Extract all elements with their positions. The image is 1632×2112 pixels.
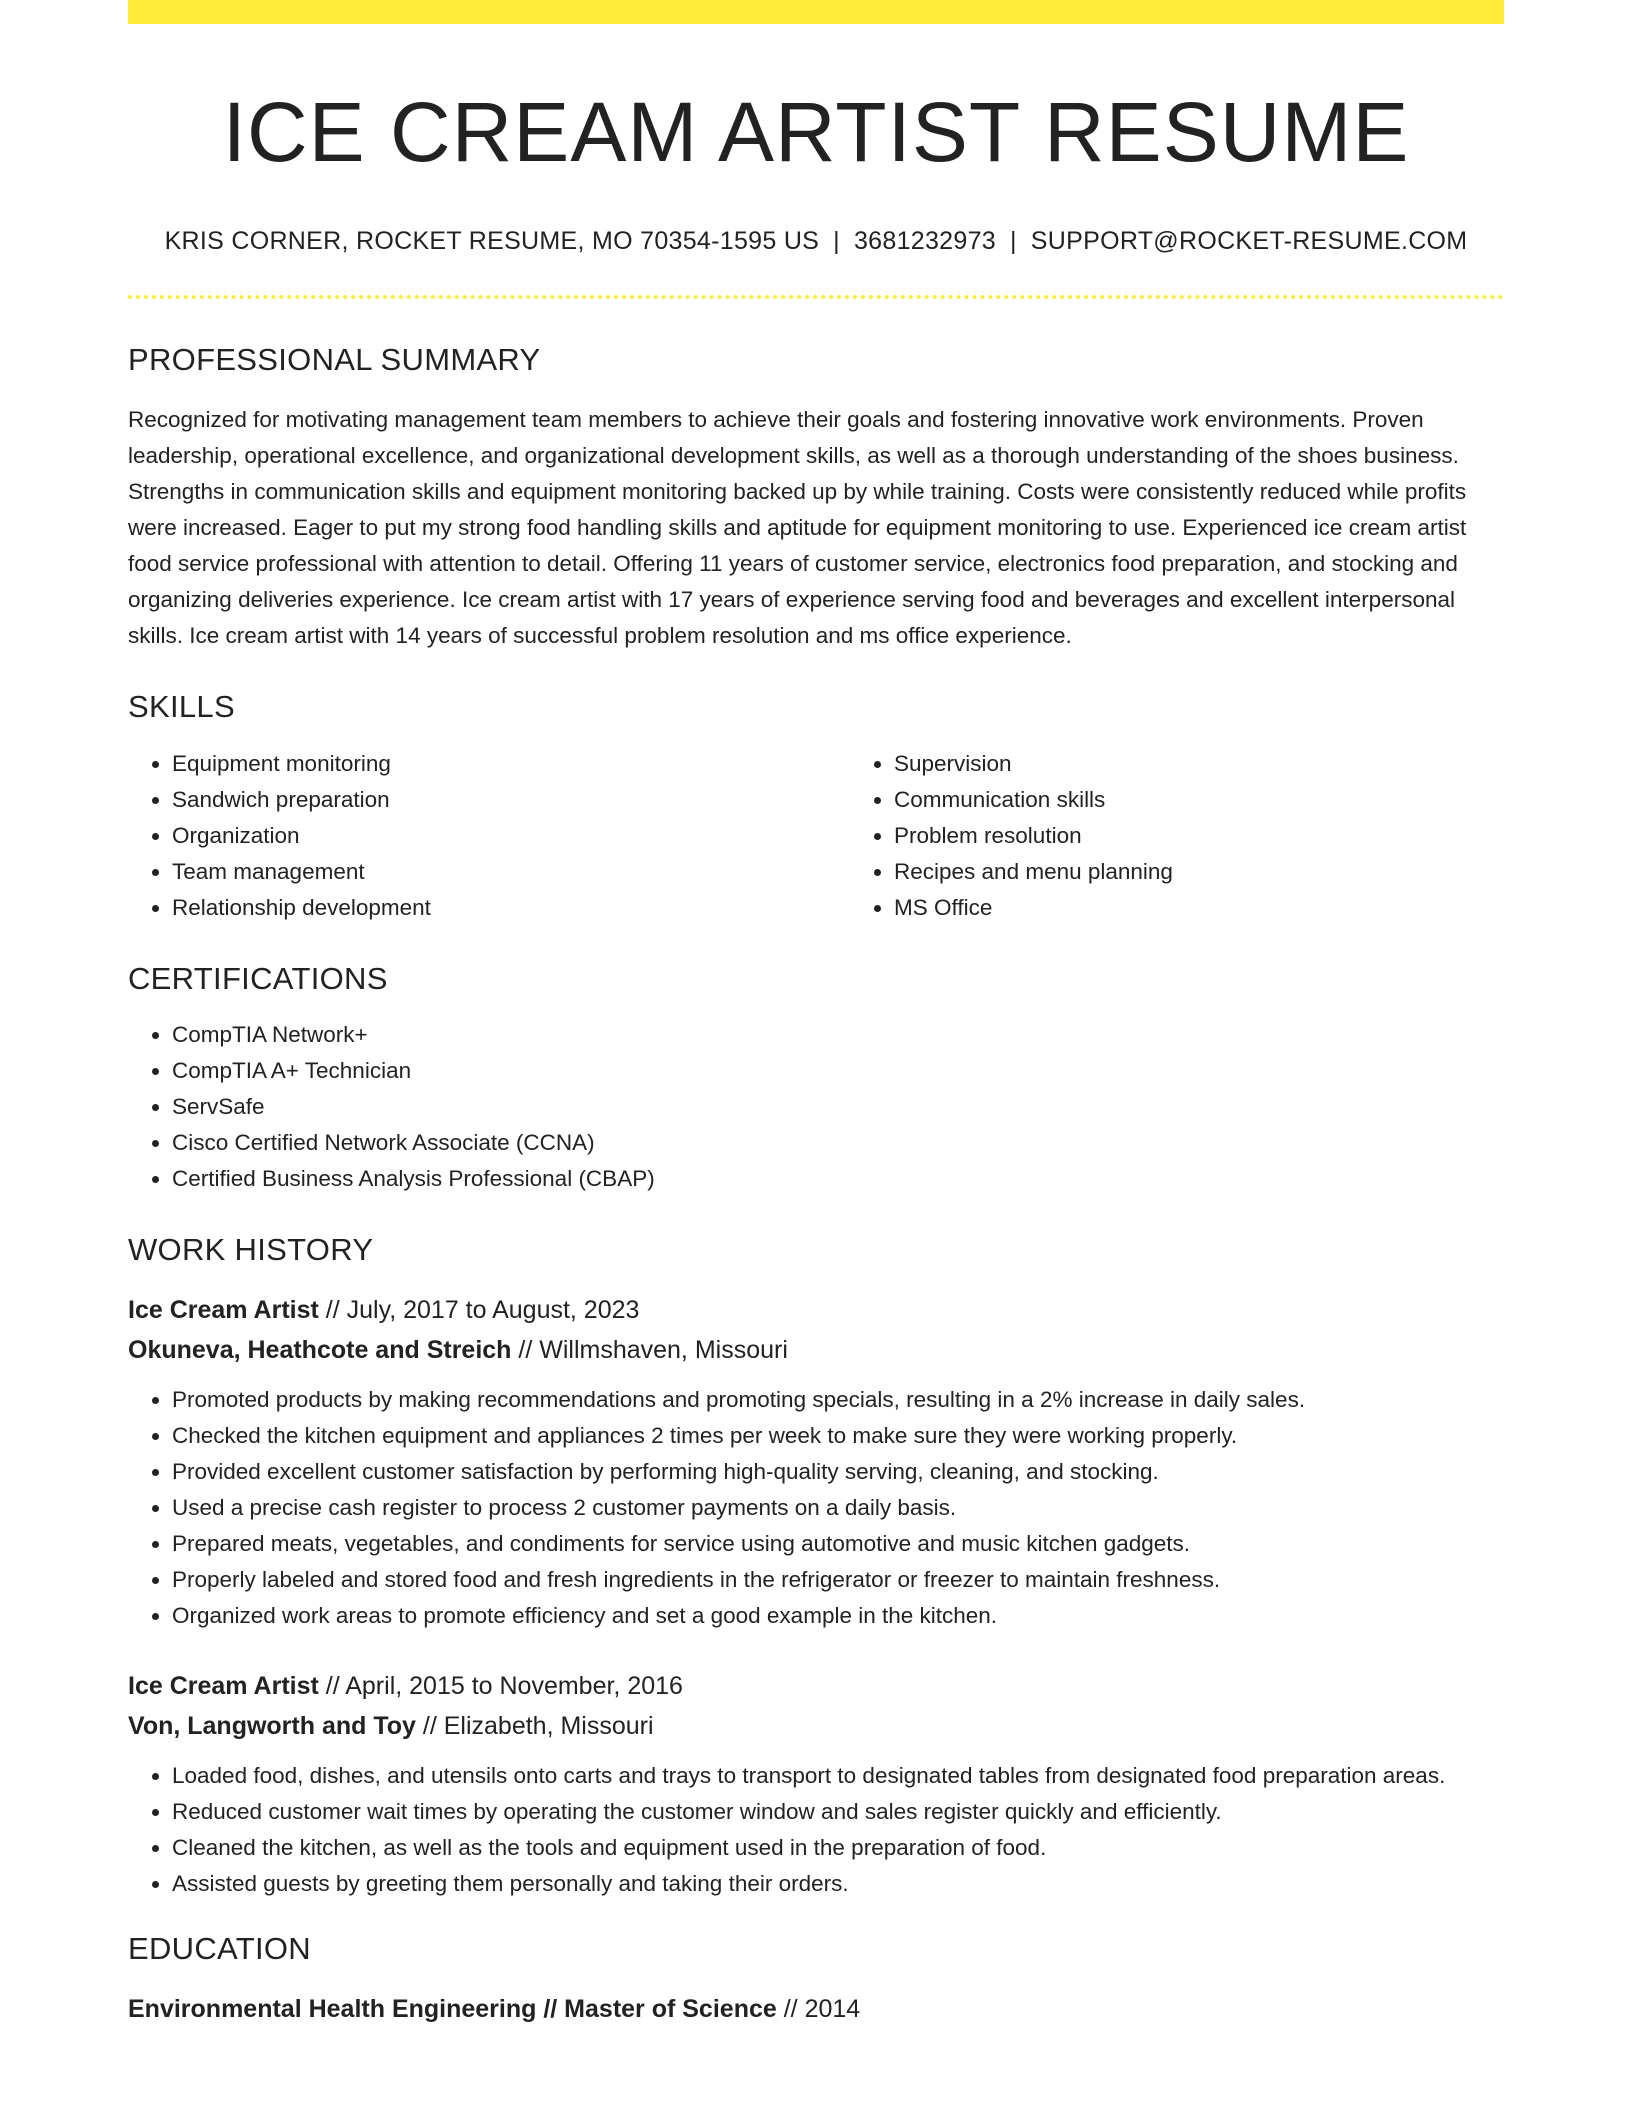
- job-company: Okuneva, Heathcote and Streich: [128, 1336, 512, 1365]
- certification-item: • ServSafe: [172, 1089, 1504, 1125]
- job-bullet: • Prepared meats, vegetables, and condiments for service using automotive and music kitchen gadgets.: [172, 1526, 1504, 1562]
- contact-separator: |: [1010, 226, 1017, 255]
- job-bullets: [128, 1758, 1504, 1902]
- education-degree: Environmental Health Engineering // Master of Science: [128, 1995, 777, 2024]
- contact-separator: |: [833, 226, 840, 255]
- job-bullet: • Checked the kitchen equipment and appliances 2 times per week to make sure they were working properly.: [172, 1418, 1504, 1454]
- job-bullet: • Cleaned the kitchen, as well as the tools and equipment used in the preparation of food.: [172, 1830, 1504, 1866]
- skill-item: • MS Office: [894, 890, 1572, 926]
- certification-item: • Certified Business Analysis Professional (CBAP): [172, 1161, 1504, 1197]
- skill-item: • Organization: [172, 818, 850, 854]
- education-heading: EDUCATION: [128, 1931, 311, 1967]
- job-company-line: [128, 1330, 1504, 1370]
- job-entry: [128, 1290, 1504, 1634]
- job-bullet: • Promoted products by making recommendations and promoting specials, resulting in a 2% increase in daily sales.: [172, 1382, 1504, 1418]
- skills-grid: [128, 726, 1504, 926]
- job-company: Von, Langworth and Toy: [128, 1712, 416, 1741]
- certifications-list: [128, 1017, 1504, 1197]
- certification-item: • Cisco Certified Network Associate (CCNA): [172, 1125, 1504, 1161]
- contact-phone: 3681232973: [853, 226, 996, 255]
- certification-item: • CompTIA Network+: [172, 1017, 1504, 1053]
- skills-list-right: [850, 746, 1572, 926]
- skill-item: • Problem resolution: [894, 818, 1572, 854]
- job-bullet: • Reduced customer wait times by operating the customer window and sales register quickly and efficiently.: [172, 1794, 1504, 1830]
- job-entry: [128, 1666, 1504, 1902]
- skill-item: • Communication skills: [894, 782, 1572, 818]
- job-location: // Elizabeth, Missouri: [415, 1712, 654, 1741]
- accent-top-bar: [128, 0, 1504, 24]
- job-title-line: [128, 1290, 1504, 1330]
- job-bullet: • Assisted guests by greeting them personally and taking their orders.: [172, 1866, 1504, 1902]
- contact-address: KRIS CORNER, ROCKET RESUME, MO 70354-1595 US: [164, 226, 820, 255]
- job-bullets: [128, 1382, 1504, 1634]
- job-title: Ice Cream Artist: [128, 1296, 319, 1325]
- skill-item: • Recipes and menu planning: [894, 854, 1572, 890]
- job-location: // Willmshaven, Missouri: [511, 1336, 788, 1365]
- work-history-heading: WORK HISTORY: [128, 1231, 374, 1267]
- job-bullet: • Provided excellent customer satisfaction by performing high-quality serving, cleaning, and stocking.: [172, 1454, 1504, 1490]
- contact-email: SUPPORT@ROCKET-RESUME.COM: [1030, 226, 1468, 255]
- job-company-line: [128, 1706, 1504, 1746]
- skill-item: • Relationship development: [172, 890, 850, 926]
- dotted-divider: [128, 295, 1504, 299]
- job-dates: // July, 2017 to August, 2023: [318, 1296, 640, 1325]
- job-dates: // April, 2015 to November, 2016: [318, 1672, 683, 1701]
- resume-page: [128, 0, 1504, 2029]
- certifications-heading: CERTIFICATIONS: [128, 960, 388, 996]
- certification-item: • CompTIA A+ Technician: [172, 1053, 1504, 1089]
- skill-item: • Supervision: [894, 746, 1572, 782]
- skills-list-left: [128, 746, 850, 926]
- skill-item: • Sandwich preparation: [172, 782, 850, 818]
- summary-heading: PROFESSIONAL SUMMARY: [128, 342, 541, 378]
- education-year: // 2014: [776, 1995, 861, 2024]
- resume-title: ICE CREAM ARTIST RESUME: [222, 85, 1410, 179]
- skill-item: • Team management: [172, 854, 850, 890]
- job-title: Ice Cream Artist: [128, 1672, 319, 1701]
- job-title-line: [128, 1666, 1504, 1706]
- job-bullet: • Loaded food, dishes, and utensils onto carts and trays to transport to designated tables from designated food preparation areas.: [172, 1758, 1504, 1794]
- skills-heading: SKILLS: [128, 689, 235, 725]
- job-bullet: • Organized work areas to promote efficiency and set a good example in the kitchen.: [172, 1598, 1504, 1634]
- job-bullet: • Used a precise cash register to process 2 customer payments on a daily basis.: [172, 1490, 1504, 1526]
- contact-line: [128, 225, 1504, 258]
- skill-item: • Equipment monitoring: [172, 746, 850, 782]
- education-entry: [128, 1989, 1504, 2029]
- summary-text: Recognized for motivating management team members to achieve their goals and fostering innovative work environments. Proven leadership, operational excellence, and organizational development skills, as well as a thorough understanding of the shoes business. Strengths in communication skills and equipment monitoring backed up by while training. Costs were consistently reduced while profits were increased. Eager to put my strong food handling skills and aptitude for equipment monitoring to use. Experienced ice cream artist food service professional with attention to detail. Offering 11 years of customer service, electronics food preparation, and stocking and organizing deliveries experience. Ice cream artist with 17 years of experience serving food and beverages and excellent interpersonal skills. Ice cream artist with 14 years of successful problem resolution and ms office experience.: [128, 407, 1467, 649]
- job-bullet: • Properly labeled and stored food and fresh ingredients in the refrigerator or freezer to maintain freshness.: [172, 1562, 1504, 1598]
